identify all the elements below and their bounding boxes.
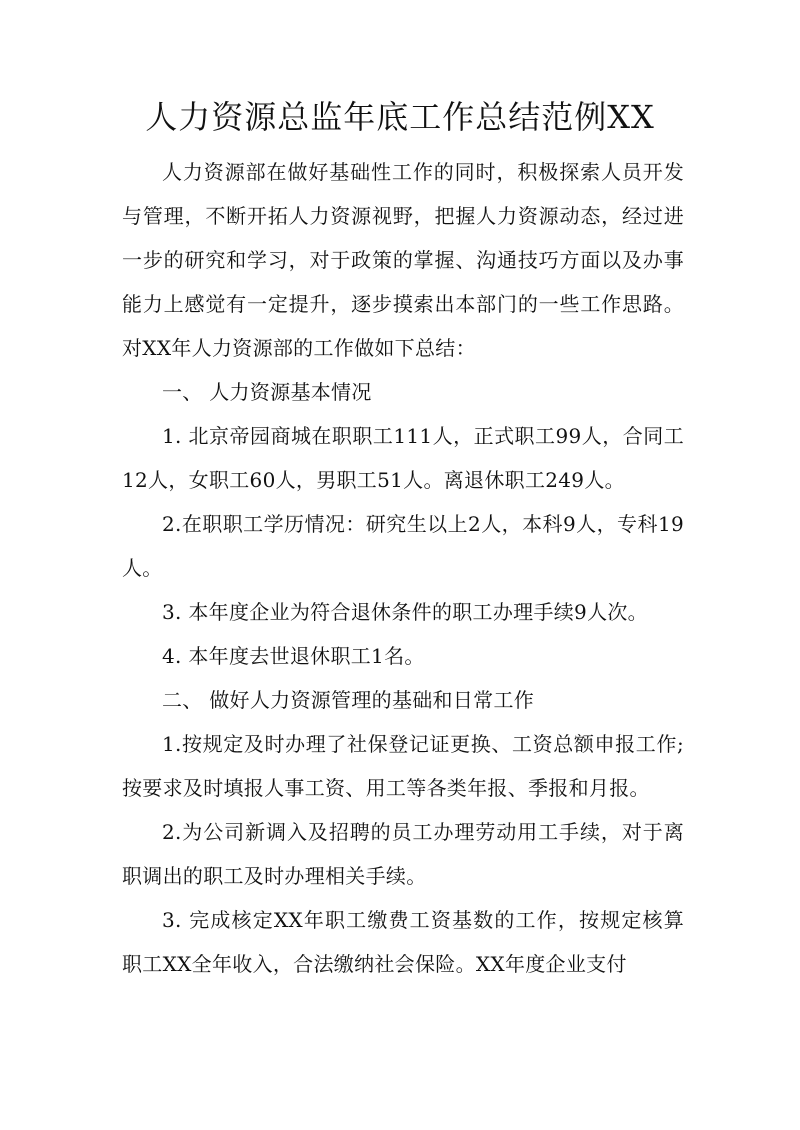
list-item-2-1: 1.按规定及时办理了社保登记证更换、工资总额申报工作;按要求及时填报人事工资、用工等各类年报、季报和月报。 — [122, 732, 684, 800]
section-heading-2: 二、 做好人力资源管理的基础和日常工作 — [162, 688, 535, 712]
intro-paragraph: 人力资源部在做好基础性工作的同时，积极探索人员开发与管理，不断开拓人力资源视野，把握人力资源动态，经过进一步的研究和学习，对于政策的掌握、沟通技巧方面以及办事能力上感觉有一定提升，逐步摸索出本部门的一些工作思路。 对XX年人力资源部的工作做如下总结： — [122, 160, 684, 360]
list-item-1-2: 2.在职职工学历情况：研究生以上2人，本科9人，专科19人。 — [122, 512, 684, 580]
list-item-2-2: 2.为公司新调入及招聘的员工办理劳动用工手续，对于离职调出的职工及时办理相关手续。 — [122, 820, 684, 888]
list-item-1-3: 3. 本年度企业为符合退休条件的职工办理手续9人次。 — [162, 600, 648, 624]
list-item-2-3: 3. 完成核定XX年职工缴费工资基数的工作，按规定核算职工XX全年收入，合法缴纳社会保险。XX年度企业支付 — [122, 908, 684, 976]
list-item-1-1: 1. 北京帝园商城在职职工111人，正式职工99人，合同工12人，女职工60人，男职工51人。离退休职工249人。 — [122, 424, 684, 492]
section-heading-1: 一、 人力资源基本情况 — [162, 380, 372, 404]
document-body — [122, 150, 684, 986]
document-title: 人力资源总监年底工作总结范例XX — [145, 98, 655, 136]
list-item-1-4: 4. 本年度去世退休职工1名。 — [162, 644, 425, 668]
